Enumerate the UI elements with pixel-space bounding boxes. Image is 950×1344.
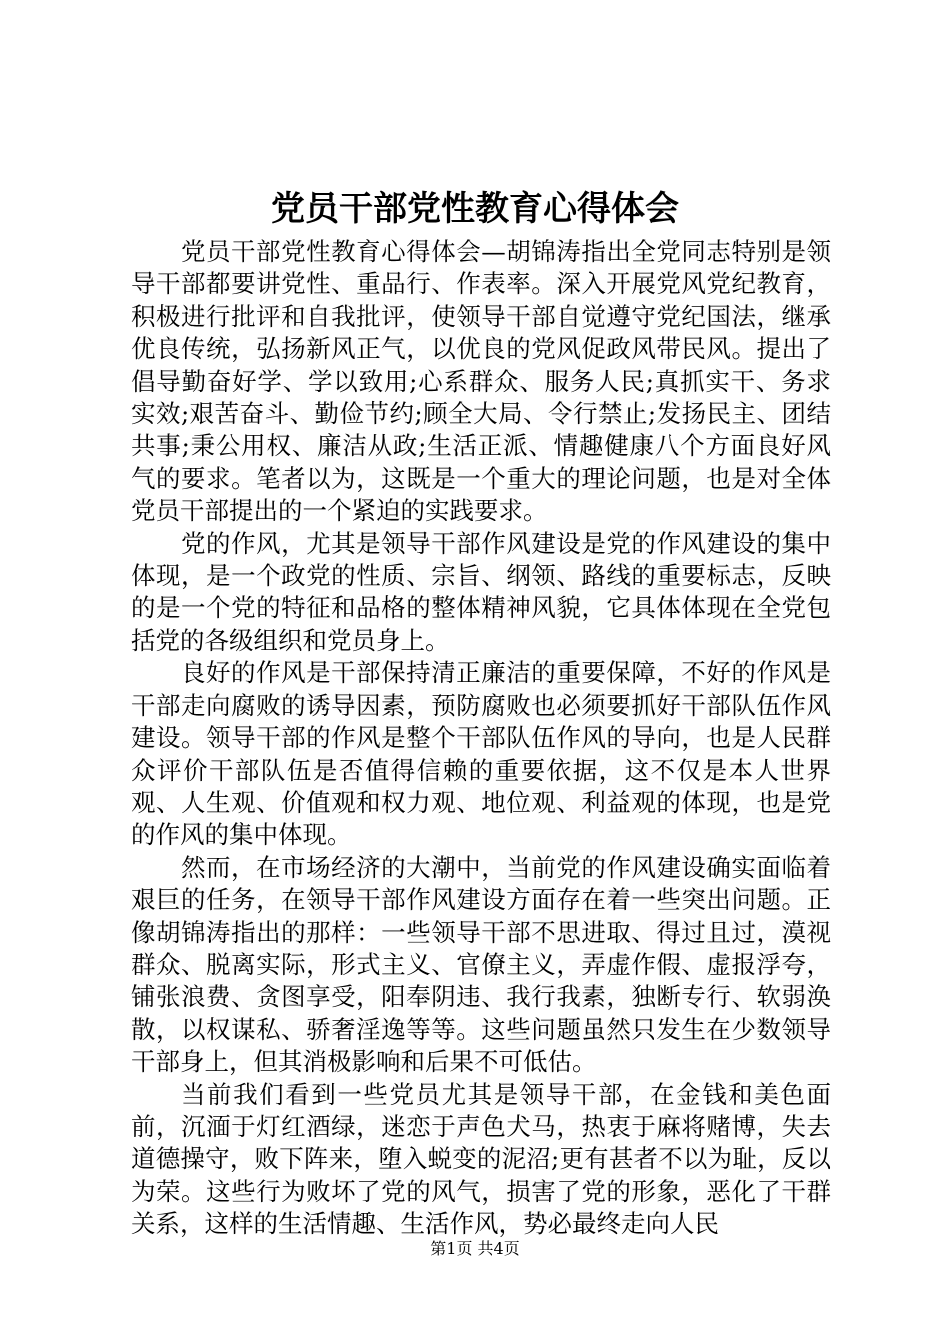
page-number: 第1页 共4页 (430, 1239, 520, 1258)
document-body (131, 236, 831, 1241)
paragraph-5: 当前我们看到一些党员尤其是领导干部，在金钱和美色面前，沉湎于灯红酒绿，迷恋于声色犬马，热衷于麻将赌博，失去道德操守，败下阵来，堕入蜕变的泥沼;更有甚者不以为耻，反以为荣。这些行为败坏了党的风气，损害了党的形象，恶化了干群关系，这样的生活情趣、生活作风，势必最终走向人民 (131, 1079, 831, 1239)
paragraph-4: 然而，在市场经济的大潮中，当前党的作风建设确实面临着艰巨的任务，在领导干部作风建设方面存在着一些突出问题。正像胡锦涛指出的那样：一些领导干部不思进取、得过且过，漠视群众、脱离实际，形式主义、官僚主义，弄虚作假、虚报浮夸，铺张浪费、贪图享受，阳奉阴违、我行我素，独断专行、软弱涣散，以权谋私、骄奢淫逸等等。这些问题虽然只发生在少数领导干部身上，但其消极影响和后果不可低估。 (131, 852, 831, 1077)
page-footer (0, 1238, 950, 1260)
paragraph-3: 良好的作风是干部保持清正廉洁的重要保障，不好的作风是干部走向腐败的诱导因素，预防腐败也必须要抓好干部队伍作风建设。领导干部的作风是整个干部队伍作风的导向，也是人民群众评价干部队伍是否值得信赖的重要依据，这不仅是本人世界观、人生观、价值观和权力观、地位观、利益观的体现，也是党的作风的集中体现。 (131, 658, 831, 850)
document-title: 党员干部党性教育心得体会 (271, 189, 679, 229)
paragraph-2: 党的作风，尤其是领导干部作风建设是党的作风建设的集中体现，是一个政党的性质、宗旨、纲领、路线的重要标志，反映的是一个党的特征和品格的整体精神风貌，它具体体现在全党包括党的各级组织和党员身上。 (131, 528, 831, 655)
paragraph-1: 党员干部党性教育心得体会—胡锦涛指出全党同志特别是领导干部都要讲党性、重品行、作表率。深入开展党风党纪教育，积极进行批评和自我批评，使领导干部自觉遵守党纪国法，继承优良传统，弘扬新风正气，以优良的党风促政风带民风。提出了倡导勤奋好学、学以致用;心系群众、服务人民;真抓实干、务求实效;艰苦奋斗、勤俭节约;顾全大局、令行禁止;发扬民主、团结共事;秉公用权、廉洁从政;生活正派、情趣健康八个方面良好风气的要求。笔者以为，这既是一个重大的理论问题，也是对全体党员干部提出的一个紧迫的实践要求。 (131, 237, 831, 526)
